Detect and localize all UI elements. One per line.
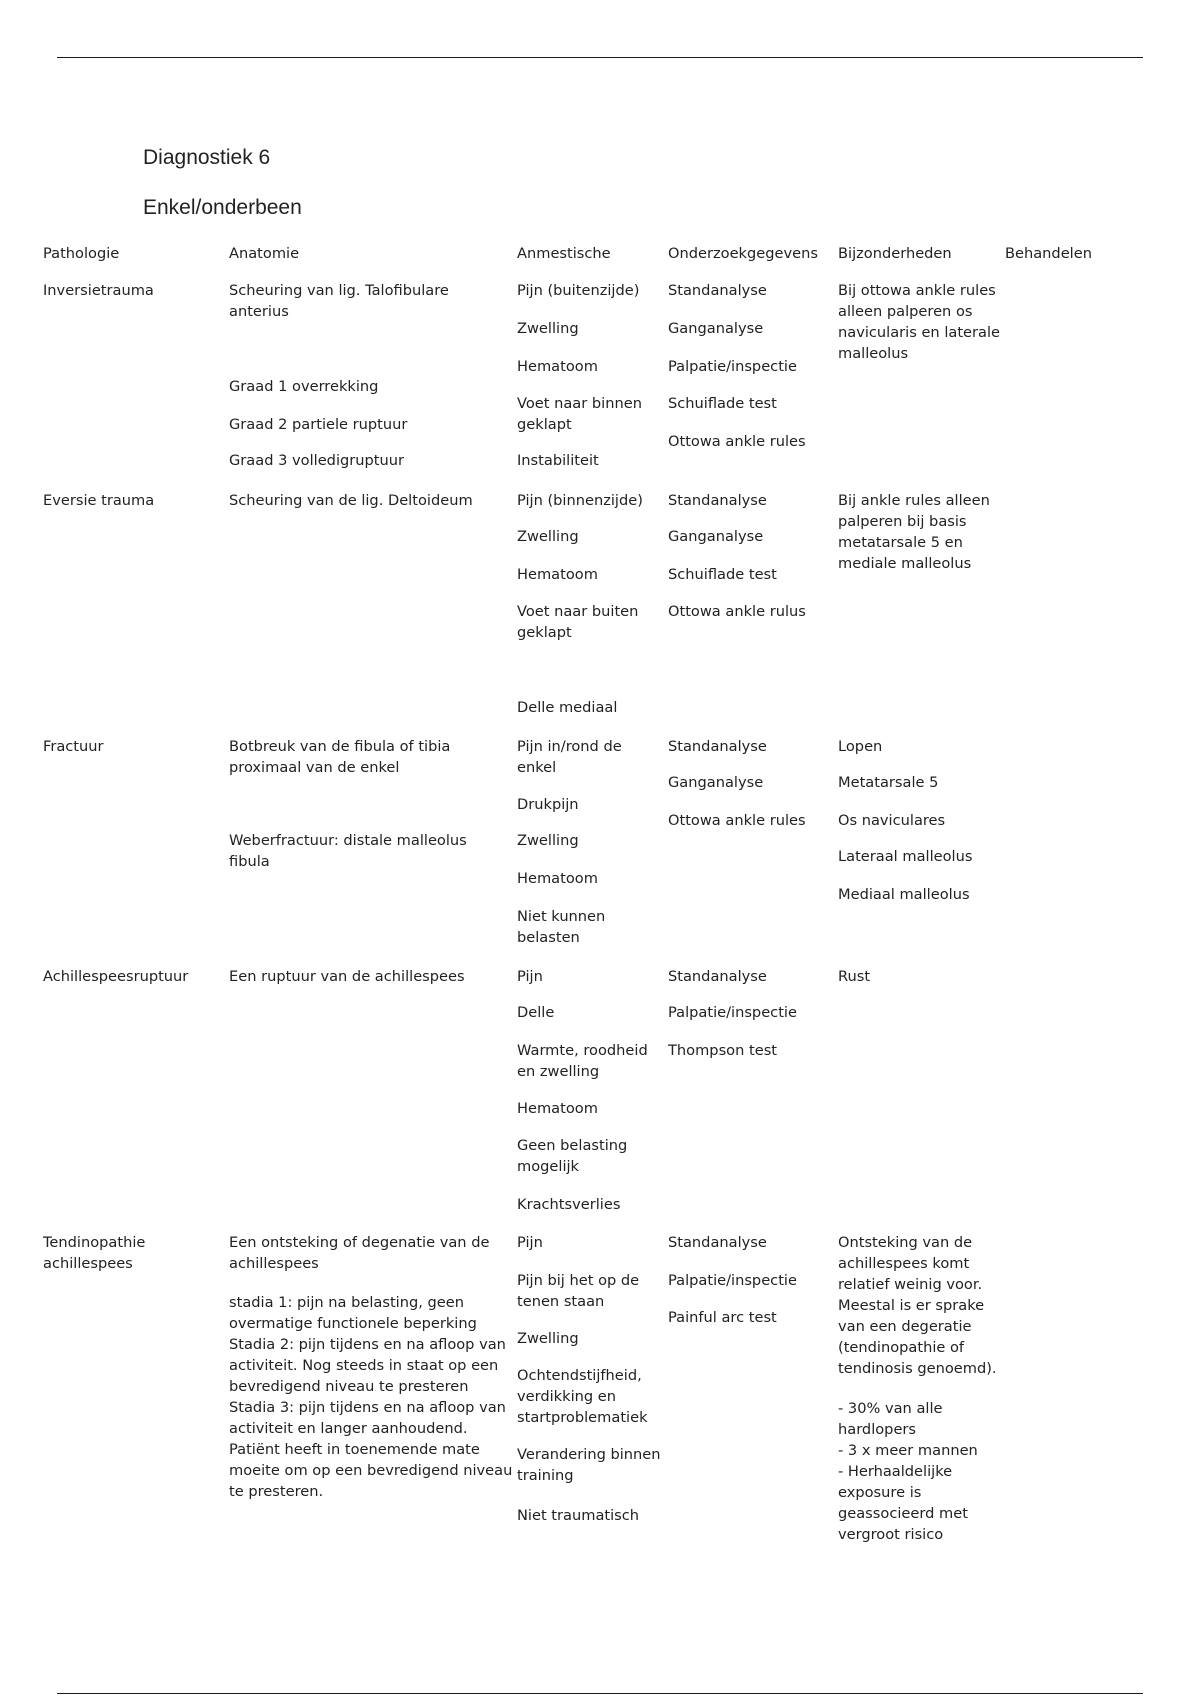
row-2-onderzoek: Standanalyse xyxy=(668,492,767,509)
row-1-anatomie: Graad 3 volledigruptuur xyxy=(229,452,404,469)
row-1-anamnese: Voet naar binnen geklapt xyxy=(517,395,642,433)
row-2-onderzoek: Ganganalyse xyxy=(668,528,764,545)
row-2-bijzonderheden: Bij ankle rules alleen palperen bij basis metatarsale 5 en mediale malleolus xyxy=(838,492,990,572)
row-5-pathologie: Tendinopathie achillespees xyxy=(43,1234,146,1272)
row-4-anatomie: Een ruptuur van de achillespees xyxy=(229,968,465,985)
row-3-anatomie: Botbreuk van de fibula of tibia proximaal van de enkel xyxy=(229,738,451,776)
row-3-bijzonderheden: Lateraal malleolus xyxy=(838,848,973,865)
row-3-pathologie: Fractuur xyxy=(43,738,104,755)
row-5-anamnese: Ochtendstijfheid, verdikking en startproblematiek xyxy=(517,1367,648,1426)
row-1-onderzoek: Palpatie/inspectie xyxy=(668,358,797,375)
row-1-anatomie: Scheuring van lig. Talofibulare anterius xyxy=(229,282,449,320)
row-1-onderzoek: Schuiflade test xyxy=(668,395,777,412)
row-3-onderzoek: Ottowa ankle rules xyxy=(668,812,806,829)
row-5-onderzoek: Palpatie/inspectie xyxy=(668,1272,797,1289)
row-5-bijzonderheden: - 30% van alle hardlopers - 3 x meer mannen - Herhaaldelijke exposure is geassocieerd met vergroot risico xyxy=(838,1400,978,1543)
row-1-onderzoek: Standanalyse xyxy=(668,282,767,299)
header-behandelen: Behandelen xyxy=(1005,245,1092,262)
row-4-onderzoek: Thompson test xyxy=(668,1042,778,1059)
row-4-pathologie: Achillespeesruptuur xyxy=(43,968,189,985)
row-4-anamnese: Delle xyxy=(517,1004,555,1021)
row-3-anamnese: Zwelling xyxy=(517,832,579,849)
row-3-bijzonderheden: Mediaal malleolus xyxy=(838,886,970,903)
row-3-anamnese: Pijn in/rond de enkel xyxy=(517,738,622,776)
row-1-bijzonderheden: Bij ottowa ankle rules alleen palperen os navicularis en laterale malleolus xyxy=(838,282,1000,362)
row-3-onderzoek: Ganganalyse xyxy=(668,774,764,791)
row-1-anatomie: Graad 1 overrekking xyxy=(229,378,379,395)
row-1-anamnese: Pijn (buitenzijde) xyxy=(517,282,640,299)
row-4-anamnese: Hematoom xyxy=(517,1100,598,1117)
page-subtitle: Enkel/onderbeen xyxy=(143,196,302,219)
row-1-anamnese: Instabiliteit xyxy=(517,452,599,469)
row-5-anamnese: Pijn xyxy=(517,1234,543,1251)
row-1-anamnese: Hematoom xyxy=(517,358,598,375)
row-3-anamnese: Drukpijn xyxy=(517,796,579,813)
row-3-anatomie: Weberfractuur: distale malleolus fibula xyxy=(229,832,467,870)
row-2-pathologie: Eversie trauma xyxy=(43,492,155,509)
row-2-anamnese: Delle mediaal xyxy=(517,699,618,716)
header-bijzonderheden: Bijzonderheden xyxy=(838,245,952,262)
row-4-onderzoek: Standanalyse xyxy=(668,968,767,985)
row-2-anamnese: Zwelling xyxy=(517,528,579,545)
row-2-anamnese: Hematoom xyxy=(517,566,598,583)
row-2-onderzoek: Schuiflade test xyxy=(668,566,777,583)
row-4-anamnese: Krachtsverlies xyxy=(517,1196,621,1213)
row-3-onderzoek: Standanalyse xyxy=(668,738,767,755)
row-3-bijzonderheden: Metatarsale 5 xyxy=(838,774,939,791)
row-3-bijzonderheden: Lopen xyxy=(838,738,883,755)
row-4-bijzonderheden: Rust xyxy=(838,968,871,985)
row-5-anamnese: Pijn bij het op de tenen staan xyxy=(517,1272,640,1310)
row-2-anamnese: Voet naar buiten geklapt xyxy=(517,603,639,641)
bottom-rule xyxy=(57,1693,1143,1694)
row-5-anatomie-stadia: stadia 1: pijn na belasting, geen overmatige functionele beperking Stadia 2: pijn tijdens en na afloop van activiteit. Nog steeds in staat op een bevredigend niveau te presteren Stadia 3: pijn tijdens en na afloop van activiteit en langer aanhoudend. Patiënt heeft in toenemende mate moeite om op een bevredigend niveau te presteren. xyxy=(229,1294,513,1500)
row-3-bijzonderheden: Os naviculares xyxy=(838,812,946,829)
row-4-anamnese: Geen belasting mogelijk xyxy=(517,1137,628,1175)
row-2-onderzoek: Ottowa ankle rulus xyxy=(668,603,806,620)
row-1-anatomie: Graad 2 partiele ruptuur xyxy=(229,416,408,433)
row-4-anamnese: Pijn xyxy=(517,968,543,985)
row-5-anamnese: Verandering binnen training xyxy=(517,1446,661,1484)
top-rule xyxy=(57,57,1143,58)
row-5-anamnese: Niet traumatisch xyxy=(517,1507,640,1524)
row-3-anamnese: Hematoom xyxy=(517,870,598,887)
row-1-onderzoek: Ottowa ankle rules xyxy=(668,433,806,450)
row-1-anamnese: Zwelling xyxy=(517,320,579,337)
row-4-onderzoek: Palpatie/inspectie xyxy=(668,1004,797,1021)
row-5-onderzoek: Painful arc test xyxy=(668,1309,777,1326)
row-1-pathologie: Inversietrauma xyxy=(43,282,154,299)
page-title: Diagnostiek 6 xyxy=(143,146,271,169)
row-5-bijzonderheden: Ontsteking van de achillespees komt relatief weinig voor. Meestal is er sprake van een degeratie (tendinopathie of tendinosis genoemd). xyxy=(838,1234,997,1377)
row-3-anamnese: Niet kunnen belasten xyxy=(517,908,606,946)
row-2-anatomie: Scheuring van de lig. Deltoideum xyxy=(229,492,473,509)
header-onderzoek: Onderzoekgegevens xyxy=(668,245,818,262)
row-2-anamnese: Pijn (binnenzijde) xyxy=(517,492,643,509)
header-anatomie: Anatomie xyxy=(229,245,300,262)
row-5-anatomie: Een ontsteking of degenatie van de achillespees xyxy=(229,1234,490,1272)
row-5-onderzoek: Standanalyse xyxy=(668,1234,767,1251)
header-pathologie: Pathologie xyxy=(43,245,120,262)
row-5-anamnese: Zwelling xyxy=(517,1330,579,1347)
row-1-onderzoek: Ganganalyse xyxy=(668,320,764,337)
header-anamnese: Anmestische xyxy=(517,245,611,262)
row-4-anamnese: Warmte, roodheid en zwelling xyxy=(517,1042,648,1080)
